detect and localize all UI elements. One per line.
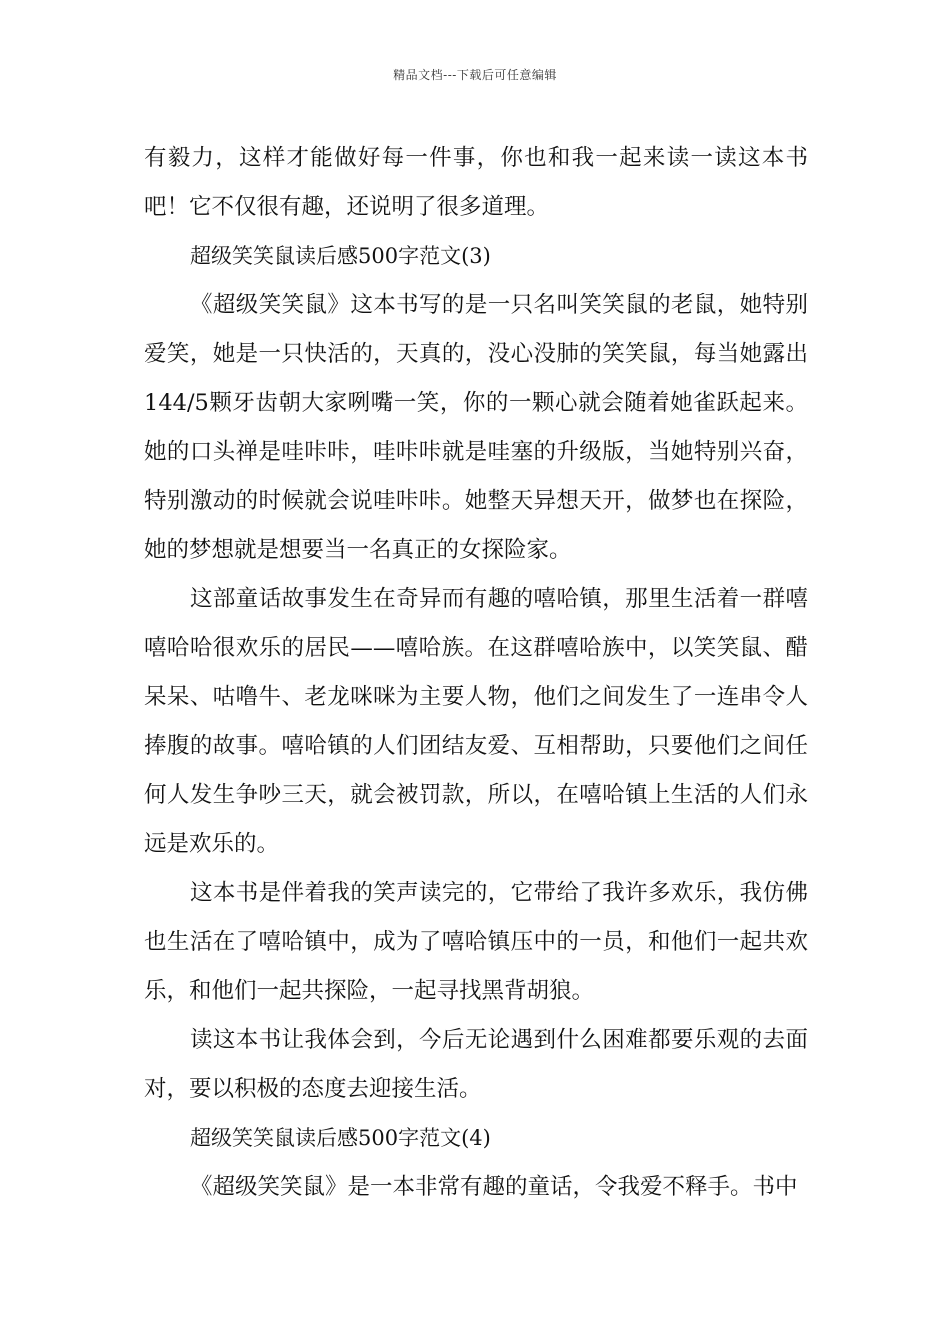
paragraph: 读这本书让我体会到，今后无论遇到什么困难都要乐观的去面对，要以积极的态度去迎接生活。 [144, 1027, 808, 1102]
page-header: 精品文档---下载后可任意编辑 [393, 68, 557, 82]
paragraph: 这部童话故事发生在奇异而有趣的嘻哈镇，那里生活着一群嘻嘻哈哈很欢乐的居民——嘻哈族。在这群嘻哈族中，以笑笑鼠、醋呆呆、咕噜牛、老龙咪咪为主要人物，他们之间发生了一连串令人捧腹的故事。嘻哈镇的人们团结友爱、互相帮助，只要他们之间任何人发生争吵三天，就会被罚款，所以，在嘻哈镇上生活的人们永远是欢乐的。 [144, 586, 808, 857]
paragraph-continuation: 有毅力，这样才能做好每一件事，你也和我一起来读一读这本书吧！它不仅很有趣，还说明了很多道理。 [144, 145, 808, 220]
paragraph: 《超级笑笑鼠》是一本非常有趣的童话，令我爱不释手。书中 [190, 1174, 798, 1200]
paragraph: 《超级笑笑鼠》这本书写的是一只名叫笑笑鼠的老鼠，她特别爱笑，她是一只快活的，天真的，没心没肺的笑笑鼠，每当她露出144/5颗牙齿朝大家咧嘴一笑，你的一颗心就会随着她雀跃起来。她的口头禅是哇咔咔，哇咔咔就是哇塞的升级版，当她特别兴奋，特别激动的时候就会说哇咔咔。她整天异想天开，做梦也在探险，她的梦想就是想要当一名真正的女探险家。 [144, 292, 808, 563]
section-heading: 超级笑笑鼠读后感500字范文(4) [190, 1126, 491, 1150]
document-body [144, 134, 808, 1212]
section-heading: 超级笑笑鼠读后感500字范文(3) [190, 244, 491, 268]
paragraph: 这本书是伴着我的笑声读完的，它带给了我许多欢乐，我仿佛也生活在了嘻哈镇中，成为了嘻哈镇压中的一员，和他们一起共欢乐，和他们一起共探险，一起寻找黑背胡狼。 [144, 880, 808, 1004]
